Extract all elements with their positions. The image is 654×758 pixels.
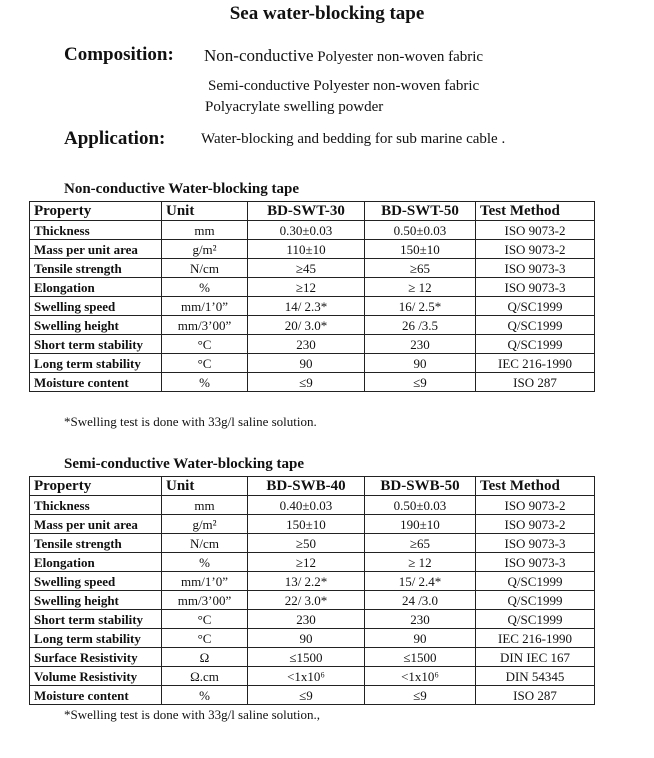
cell-value-b: 0.50±0.03 <box>365 496 476 515</box>
cell-value-b: ≥ 12 <box>365 553 476 572</box>
cell-unit: g/m² <box>162 515 248 534</box>
table2-title: Semi-conductive Water-blocking tape <box>64 456 304 472</box>
table2-header-property: Property <box>30 477 162 496</box>
cell-value-b: 90 <box>365 629 476 648</box>
cell-test-method: IEC 216-1990 <box>476 629 595 648</box>
composition-line-1-rest: Polyester non-woven fabric <box>313 49 484 65</box>
cell-value-a: 0.30±0.03 <box>248 221 365 240</box>
table-row <box>30 259 595 278</box>
table-row <box>30 354 595 373</box>
table-row <box>30 335 595 354</box>
cell-unit: Ω.cm <box>162 667 248 686</box>
page-title: Sea water-blocking tape <box>229 3 425 24</box>
table-row <box>30 572 595 591</box>
cell-property: Tensile strength <box>30 534 162 553</box>
application-label: Application: <box>64 128 166 149</box>
cell-test-method: ISO 9073-2 <box>476 496 595 515</box>
table-row <box>30 221 595 240</box>
cell-unit: mm/3’00” <box>162 316 248 335</box>
cell-value-a: 0.40±0.03 <box>248 496 365 515</box>
cell-test-method: IEC 216-1990 <box>476 354 595 373</box>
cell-test-method: Q/SC1999 <box>476 591 595 610</box>
table1-header-product-b: BD-SWT-50 <box>365 202 476 221</box>
cell-value-a: 90 <box>248 354 365 373</box>
table-row <box>30 316 595 335</box>
cell-property: Short term stability <box>30 610 162 629</box>
table2-header-row <box>30 477 595 496</box>
table-row <box>30 534 595 553</box>
cell-value-b: 15/ 2.4* <box>365 572 476 591</box>
cell-value-b: ≥ 12 <box>365 278 476 297</box>
cell-property: Swelling height <box>30 316 162 335</box>
cell-test-method: ISO 9073-2 <box>476 240 595 259</box>
table1-header-property: Property <box>30 202 162 221</box>
cell-test-method: Q/SC1999 <box>476 297 595 316</box>
composition-line-2: Semi-conductive Polyester non-woven fabric <box>208 78 480 94</box>
table2-header-unit: Unit <box>162 477 248 496</box>
table-row <box>30 629 595 648</box>
cell-value-a: 20/ 3.0* <box>248 316 365 335</box>
cell-test-method: ISO 287 <box>476 686 595 705</box>
table1-header-unit: Unit <box>162 202 248 221</box>
cell-test-method: Q/SC1999 <box>476 335 595 354</box>
table2-header-product-b: BD-SWB-50 <box>365 477 476 496</box>
table-semi-conductive <box>29 476 595 705</box>
cell-property: Mass per unit area <box>30 240 162 259</box>
cell-unit: mm <box>162 496 248 515</box>
cell-value-a: 13/ 2.2* <box>248 572 365 591</box>
table-row <box>30 297 595 316</box>
cell-value-a: ≥12 <box>248 553 365 572</box>
cell-value-b: 190±10 <box>365 515 476 534</box>
cell-unit: Ω <box>162 648 248 667</box>
cell-property: Mass per unit area <box>30 515 162 534</box>
cell-test-method: DIN 54345 <box>476 667 595 686</box>
cell-property: Swelling speed <box>30 572 162 591</box>
cell-unit: °C <box>162 610 248 629</box>
cell-unit: N/cm <box>162 259 248 278</box>
cell-value-a: 150±10 <box>248 515 365 534</box>
cell-property: Moisture content <box>30 373 162 392</box>
cell-property: Long term stability <box>30 354 162 373</box>
cell-value-b: ≤1500 <box>365 648 476 667</box>
cell-test-method: Q/SC1999 <box>476 572 595 591</box>
cell-value-b: ≤9 <box>365 686 476 705</box>
cell-value-a: ≤1500 <box>248 648 365 667</box>
cell-property: Volume Resistivity <box>30 667 162 686</box>
cell-value-b: 90 <box>365 354 476 373</box>
table-row <box>30 648 595 667</box>
cell-value-b: <1x10⁶ <box>365 667 476 686</box>
table1-title: Non-conductive Water-blocking tape <box>64 181 299 197</box>
cell-test-method: DIN IEC 167 <box>476 648 595 667</box>
cell-value-b: 26 /3.5 <box>365 316 476 335</box>
cell-value-a: 230 <box>248 610 365 629</box>
cell-value-a: ≥45 <box>248 259 365 278</box>
cell-property: Thickness <box>30 221 162 240</box>
composition-line-3: Polyacrylate swelling powder <box>205 99 384 115</box>
cell-unit: N/cm <box>162 534 248 553</box>
cell-value-a: ≥12 <box>248 278 365 297</box>
cell-property: Elongation <box>30 278 162 297</box>
cell-value-a: <1x10⁶ <box>248 667 365 686</box>
cell-unit: % <box>162 686 248 705</box>
table2-header-test-method: Test Method <box>476 477 595 496</box>
cell-test-method: ISO 9073-3 <box>476 553 595 572</box>
cell-unit: °C <box>162 354 248 373</box>
cell-value-b: ≤9 <box>365 373 476 392</box>
table-row <box>30 610 595 629</box>
table-row <box>30 278 595 297</box>
table-row <box>30 667 595 686</box>
cell-unit: % <box>162 553 248 572</box>
cell-value-a: ≥50 <box>248 534 365 553</box>
cell-value-b: 24 /3.0 <box>365 591 476 610</box>
cell-value-a: 14/ 2.3* <box>248 297 365 316</box>
cell-test-method: Q/SC1999 <box>476 316 595 335</box>
cell-property: Moisture content <box>30 686 162 705</box>
cell-test-method: ISO 287 <box>476 373 595 392</box>
table-row <box>30 515 595 534</box>
composition-label: Composition: <box>64 44 174 65</box>
cell-property: Elongation <box>30 553 162 572</box>
cell-unit: mm/1’0” <box>162 297 248 316</box>
cell-property: Surface Resistivity <box>30 648 162 667</box>
table2-note: *Swelling test is done with 33g/l saline solution., <box>64 707 321 722</box>
cell-value-a: 90 <box>248 629 365 648</box>
cell-unit: °C <box>162 629 248 648</box>
cell-unit: % <box>162 373 248 392</box>
composition-line-1-prefix: Non-conductive <box>204 46 314 65</box>
cell-value-a: ≤9 <box>248 686 365 705</box>
table-row <box>30 553 595 572</box>
cell-value-b: 230 <box>365 335 476 354</box>
table-row <box>30 496 595 515</box>
cell-test-method: ISO 9073-3 <box>476 278 595 297</box>
cell-value-a: 22/ 3.0* <box>248 591 365 610</box>
cell-unit: mm/3’00” <box>162 591 248 610</box>
table-row <box>30 373 595 392</box>
table1-note: *Swelling test is done with 33g/l saline solution. <box>64 414 317 429</box>
table-row <box>30 591 595 610</box>
table1-header-product-a: BD-SWT-30 <box>248 202 365 221</box>
cell-test-method: ISO 9073-3 <box>476 534 595 553</box>
table-non-conductive <box>29 201 595 392</box>
composition-line-1 <box>204 46 483 66</box>
cell-value-b: ≥65 <box>365 259 476 278</box>
cell-value-b: 0.50±0.03 <box>365 221 476 240</box>
cell-test-method: ISO 9073-2 <box>476 515 595 534</box>
table-row <box>30 240 595 259</box>
cell-unit: °C <box>162 335 248 354</box>
table1-header-test-method: Test Method <box>476 202 595 221</box>
cell-value-a: ≤9 <box>248 373 365 392</box>
cell-property: Thickness <box>30 496 162 515</box>
cell-value-b: 230 <box>365 610 476 629</box>
table2-header-product-a: BD-SWB-40 <box>248 477 365 496</box>
table1-header-row <box>30 202 595 221</box>
cell-value-b: 16/ 2.5* <box>365 297 476 316</box>
cell-test-method: ISO 9073-2 <box>476 221 595 240</box>
cell-value-a: 110±10 <box>248 240 365 259</box>
application-text: Water-blocking and bedding for sub marine cable . <box>201 131 506 147</box>
cell-value-a: 230 <box>248 335 365 354</box>
cell-property: Long term stability <box>30 629 162 648</box>
cell-property: Tensile strength <box>30 259 162 278</box>
cell-unit: % <box>162 278 248 297</box>
cell-value-b: 150±10 <box>365 240 476 259</box>
table-row <box>30 686 595 705</box>
cell-property: Short term stability <box>30 335 162 354</box>
cell-test-method: Q/SC1999 <box>476 610 595 629</box>
cell-value-b: ≥65 <box>365 534 476 553</box>
cell-unit: g/m² <box>162 240 248 259</box>
cell-unit: mm <box>162 221 248 240</box>
cell-property: Swelling speed <box>30 297 162 316</box>
cell-unit: mm/1’0” <box>162 572 248 591</box>
cell-property: Swelling height <box>30 591 162 610</box>
cell-test-method: ISO 9073-3 <box>476 259 595 278</box>
